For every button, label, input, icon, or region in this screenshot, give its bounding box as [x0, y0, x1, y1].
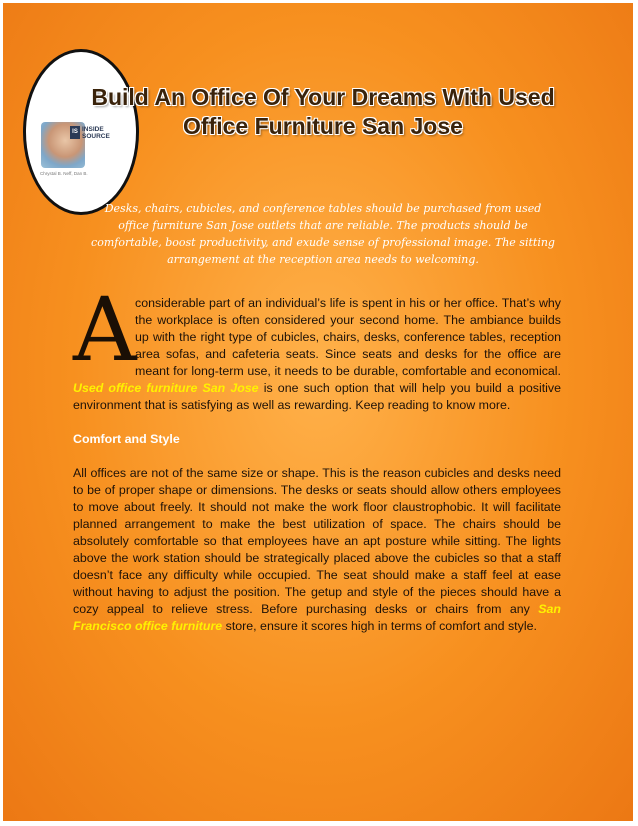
brand-line-1: INSIDE	[82, 126, 104, 133]
brand-mark-icon: IS	[70, 126, 80, 139]
paragraph-1-text-end: is one such option that will help you build a positive environment that is satisfying as well as rewarding. Keep reading to know more.	[73, 381, 562, 412]
document-title: Build An Office Of Your Dreams With Used Office Furniture San Jose	[91, 84, 555, 139]
document-page	[3, 3, 633, 821]
paragraph-1	[73, 278, 562, 414]
drop-cap: A	[73, 278, 137, 381]
section-heading: Comfort and Style	[73, 432, 180, 446]
intro-paragraph: Desks, chairs, cubicles, and conference tables should be purchased from used office furniture San Jose outlets that are reliable. The products should be comfortable, boost productivity, and exude sense of professional image. The sitting arrangement at the reception area needs to welcoming.	[91, 202, 555, 266]
article-body	[73, 278, 562, 635]
logo-caption: Chrystal B. Neff, Dan B.	[40, 171, 88, 176]
used-office-furniture-link[interactable]: Used office furniture San Jose	[73, 381, 259, 395]
brand-line-2: SOURCE	[82, 133, 110, 140]
san-francisco-furniture-link[interactable]: San Francisco office furniture	[73, 602, 561, 633]
paragraph-2-text-start: All offices are not of the same size or shape. This is the reason cubicles and desks need to be of proper shape or dimensions. The desks or seats should allow others employees to move about freely. It should not make the work floor claustrophobic. It will facilitate planned arrangement to make the best utilization of space. The chairs should be absolutely comfortable so that employees have an apt posture while sitting. The lights above the work station should be strategically placed above the cubicles so that a staff doesn’t face any difficulty while occupied. The seat should make a staff feel at ease without having to adjust the position. The getup and style of the pieces should have a cozy appeal to relieve stress. Before purchasing desks or chairs from any	[73, 466, 561, 616]
paragraph-2-text-end: store, ensure it scores high in terms of comfort and style.	[222, 619, 537, 633]
paragraph-1-text-start: considerable part of an individual’s life is spent in his or her office. That’s why the workplace is often considered your second home. The ambiance builds up with the right type of cubicles, chairs, desks, conference tables, reception area sofas, and cafeteria seats. Since seats and desks for the office are meant for long-term use, it needs to be durable, comfortable and economical.	[135, 296, 561, 378]
paragraph-2	[73, 465, 561, 635]
